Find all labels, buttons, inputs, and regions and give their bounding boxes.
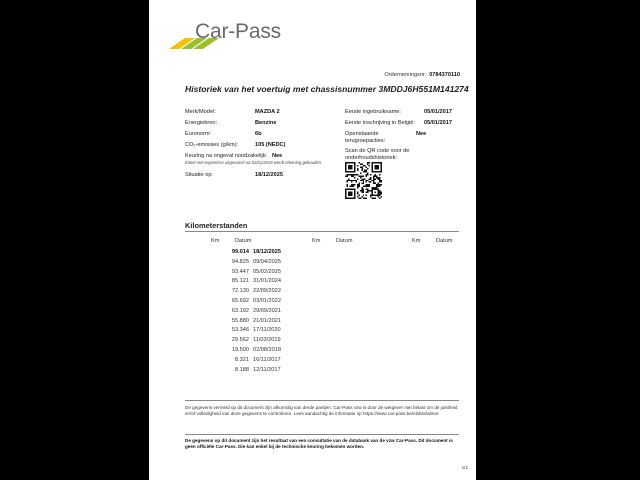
km-value: 85.121 (231, 278, 249, 285)
km-date: 11/03/2019 (253, 337, 281, 344)
co2-label: CO₂-emissies (g/km): (185, 142, 239, 148)
brand-model-label: Merk/Model: (185, 109, 216, 115)
car-pass-logo (169, 16, 281, 52)
footer-divider (185, 400, 459, 401)
document-title: Historiek van het voertuig met chassisnummer 3MDDJ6H551M141274 (185, 84, 469, 94)
km-date: 29/09/2021 (253, 307, 281, 314)
km-value: 63.192 (231, 307, 249, 314)
brand-model-value: MAZDA 2 (255, 109, 280, 115)
first-use-value: 05/01/2017 (424, 109, 452, 115)
logo-text: Car-Pass (195, 20, 281, 43)
situation-label: Situatie op: (185, 172, 213, 178)
km-value: 72.130 (231, 288, 249, 295)
disclaimer-text: De gegevens vermeld op dit document zijn afkomstig van derde partijen. Car-Pass vzw is door de wetgever niet belast om de juistheid en/of volledigheid van deze gegevens te controleren. Lees aandachtig de informatie op https://www.car-pass.be/nl/disclaimer (185, 405, 458, 417)
official-notice: De gegevens op dit document zijn het resultaat van een consultatie van de databank van de vzw Car-Pass. Dit document is geen officiële Car-Pass. Die kan enkel bij de technische keuring bekomen worden. (185, 438, 453, 450)
first-registration-value: 05/01/2017 (424, 120, 452, 126)
euronorm-value: 6b (255, 131, 262, 137)
km-value: 99.014 (231, 249, 249, 255)
euronorm-label: Euronorm: (185, 131, 212, 137)
qr-code-icon[interactable] (345, 162, 382, 199)
km-date: 09/04/2025 (253, 258, 281, 265)
car-pass-document (149, 0, 476, 480)
recalls-label-1: Openstaande (345, 131, 379, 137)
km-date: 18/12/2025 (253, 249, 281, 255)
km-value: 94.825 (231, 258, 249, 265)
first-use-label: Eerste ingebruikname: (345, 109, 401, 115)
page-number: 1/1 (461, 465, 468, 470)
recalls-label-2: terugroepacties: (345, 138, 386, 144)
km-value: 55.880 (231, 317, 249, 324)
km-value: 8.321 (235, 356, 249, 363)
km-date: 05/02/2025 (253, 268, 281, 275)
first-registration-label: Eerste inschrijving in België: (345, 120, 415, 126)
inspection-note: Enkel met expertises uitgevoerd na 01/01/2019 wordt rekening gehouden. (185, 160, 323, 165)
km-date: 02/08/2018 (253, 347, 281, 353)
recalls-value: Nee (416, 131, 427, 137)
km-date: 17/11/2020 (253, 327, 281, 334)
col-km-1: Km (211, 238, 220, 244)
km-section-divider (185, 231, 459, 232)
col-date-1: Datum (235, 238, 252, 244)
col-date-3: Datum (436, 238, 453, 244)
km-date: 22/09/2022 (253, 288, 281, 295)
km-value: 53.346 (231, 327, 249, 334)
order-value: 0784370110 (429, 72, 460, 78)
km-date: 16/11/2017 (253, 356, 281, 363)
order-number (384, 72, 460, 78)
km-value: 29.562 (231, 337, 249, 344)
co2-value: 105 (NEDC) (255, 142, 286, 148)
km-date: 12/11/2017 (253, 366, 281, 373)
km-value: 93.447 (231, 268, 249, 275)
col-date-2: Datum (336, 238, 353, 244)
fuel-value: Benzine (255, 120, 277, 126)
km-date: 21/01/2021 (253, 317, 281, 324)
fuel-label: Energiebron: (185, 120, 218, 126)
km-value: 19.500 (231, 347, 249, 353)
km-section-title: Kilometerstanden (185, 221, 248, 230)
inspection-value: Nee (272, 153, 283, 159)
qr-caption-1: Scan de QR code voor de (345, 148, 410, 154)
footer-divider-2 (185, 434, 459, 435)
col-km-2: Km (312, 238, 321, 244)
km-value: 8.188 (235, 366, 249, 373)
col-km-3: Km (412, 238, 421, 244)
order-label: Ordernemingsnr.: (384, 72, 428, 78)
km-value: 65.692 (231, 298, 249, 304)
km-date: 31/01/2024 (253, 278, 281, 285)
qr-caption-2: onderhoudshistoriek: (345, 155, 397, 161)
km-date: 03/01/2022 (253, 298, 281, 304)
situation-value: 18/12/2025 (255, 172, 283, 178)
inspection-label: Keuring na ongeval noodzakelijk: (185, 153, 268, 159)
